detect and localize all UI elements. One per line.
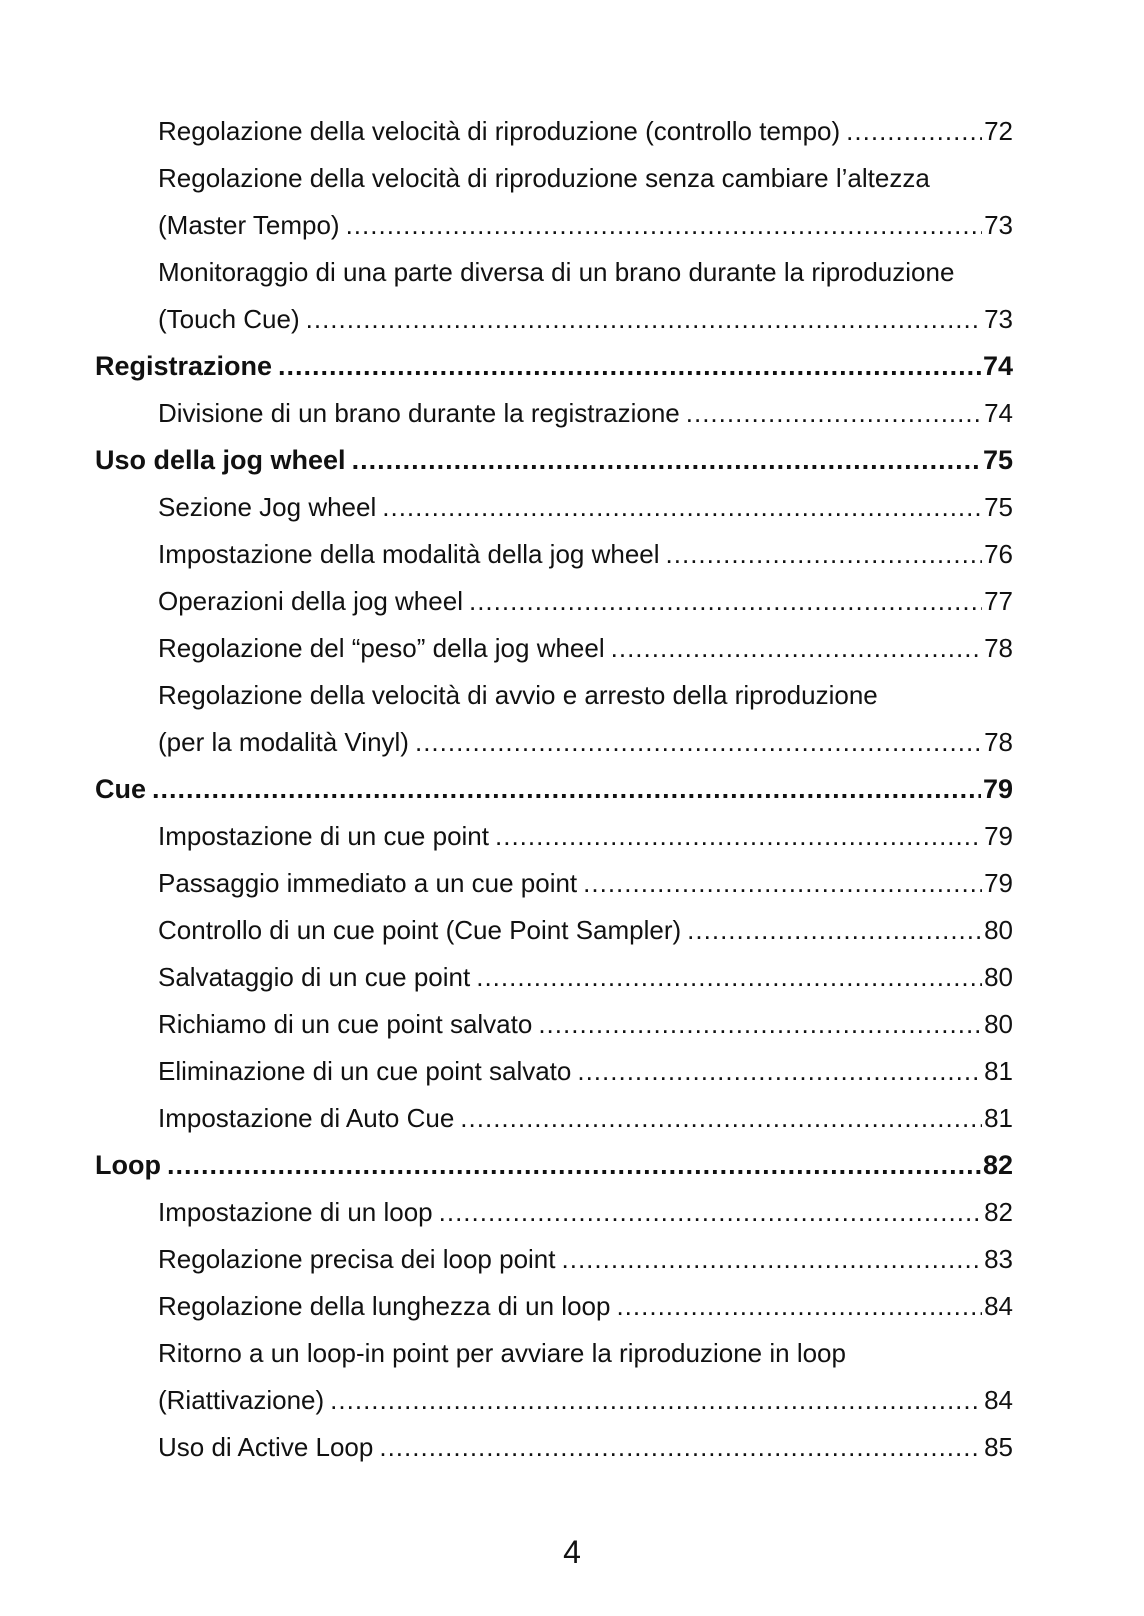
toc-entry[interactable] [95, 1377, 1013, 1424]
toc-entry[interactable] [95, 578, 1013, 625]
toc-leader-dots [476, 954, 982, 1001]
toc-entry[interactable] [95, 1424, 1013, 1471]
toc-page-number: 84 [984, 1385, 1013, 1415]
toc-entry-title: Regolazione della lunghezza di un loop [158, 1291, 611, 1321]
toc-entry-title: Impostazione di un cue point [158, 821, 489, 851]
toc-entry-title: Richiamo di un cue point salvato [158, 1009, 533, 1039]
toc-entry-title: Uso di Active Loop [158, 1432, 374, 1462]
toc-entry-title: Loop [95, 1150, 161, 1180]
toc-leader-dots [439, 1189, 982, 1236]
toc-entry[interactable] [95, 954, 1013, 1001]
toc-leader-dots [346, 202, 983, 249]
toc-entry[interactable] [95, 484, 1013, 531]
toc-page-number: 75 [982, 445, 1013, 475]
toc-entry-title: Impostazione di un loop [158, 1197, 433, 1227]
toc-entry-title: Sezione Jog wheel [158, 492, 377, 522]
toc-entry[interactable] [95, 249, 1013, 296]
toc-page-number: 82 [982, 1150, 1013, 1180]
toc-entry-title: Regolazione precisa dei loop point [158, 1244, 556, 1274]
toc-entry-title: Ritorno a un loop-in point per avviare la riproduzione in loop [158, 1338, 846, 1368]
toc-leader-dots [846, 108, 982, 155]
toc-entry-title: Salvataggio di un cue point [158, 962, 471, 992]
toc-entry[interactable] [95, 531, 1013, 578]
toc-entry-title: Impostazione di Auto Cue [158, 1103, 455, 1133]
toc-page-number: 79 [982, 774, 1013, 804]
toc-page-number: 83 [984, 1244, 1013, 1274]
toc-leader-dots [538, 1001, 982, 1048]
toc-entry[interactable] [95, 860, 1013, 907]
toc-page-number: 80 [984, 915, 1013, 945]
toc-leader-dots [666, 531, 983, 578]
toc-page-number: 82 [984, 1197, 1013, 1227]
toc-entry[interactable] [95, 672, 1013, 719]
toc-page-number: 74 [984, 398, 1013, 428]
toc-entry-title: Cue [95, 774, 147, 804]
toc-leader-dots [583, 860, 982, 907]
toc-section-entry[interactable] [95, 343, 1013, 390]
toc-page-number: 81 [984, 1056, 1013, 1086]
toc-entry[interactable] [95, 296, 1013, 343]
toc-leader-dots [382, 484, 982, 531]
toc-section-entry[interactable] [95, 766, 1013, 813]
toc-entry-title: Operazioni della jog wheel [158, 586, 463, 616]
toc-page-number: 80 [984, 962, 1013, 992]
toc-entry-title: (Touch Cue) [158, 304, 300, 334]
toc-entry-title: Regolazione della velocità di riproduzione senza cambiare l’altezza [158, 163, 930, 193]
toc-leader-dots [687, 907, 982, 954]
toc-entry[interactable] [95, 202, 1013, 249]
toc-entry-title: Regolazione del “peso” della jog wheel [158, 633, 605, 663]
toc-section-entry[interactable] [95, 1142, 1013, 1189]
toc-leader-dots [167, 1142, 981, 1189]
toc-entry[interactable] [95, 1330, 1013, 1377]
toc-leader-dots [469, 578, 982, 625]
toc-leader-dots [686, 390, 982, 437]
toc-leader-dots [379, 1424, 982, 1471]
table-of-contents [95, 108, 1013, 1471]
toc-page-number: 84 [984, 1291, 1013, 1321]
toc-leader-dots [306, 296, 982, 343]
toc-page-number: 72 [984, 116, 1013, 146]
page-number: 4 [563, 1534, 581, 1570]
toc-leader-dots [562, 1236, 983, 1283]
toc-page-number: 75 [984, 492, 1013, 522]
toc-entry-title: Impostazione della modalità della jog wheel [158, 539, 660, 569]
toc-entry-title: Regolazione della velocità di avvio e arresto della riproduzione [158, 680, 878, 710]
toc-entry[interactable] [95, 1048, 1013, 1095]
toc-entry-title: Divisione di un brano durante la registrazione [158, 398, 680, 428]
toc-page-number: 76 [984, 539, 1013, 569]
toc-section-entry[interactable] [95, 437, 1013, 484]
toc-entry[interactable] [95, 1095, 1013, 1142]
toc-entry[interactable] [95, 1189, 1013, 1236]
toc-leader-dots [495, 813, 982, 860]
toc-leader-dots [152, 766, 981, 813]
toc-entry-title: Uso della jog wheel [95, 445, 346, 475]
toc-leader-dots [460, 1095, 982, 1142]
toc-entry[interactable] [95, 108, 1013, 155]
toc-page-number: 77 [984, 586, 1013, 616]
toc-leader-dots [611, 625, 982, 672]
toc-entry-title: Regolazione della velocità di riproduzione (controllo tempo) [158, 116, 841, 146]
toc-leader-dots [352, 437, 981, 484]
toc-leader-dots [415, 719, 982, 766]
toc-entry-title: Monitoraggio di una parte diversa di un brano durante la riproduzione [158, 257, 955, 287]
toc-page-number: 78 [984, 727, 1013, 757]
toc-leader-dots [577, 1048, 982, 1095]
toc-page-number: 85 [984, 1432, 1013, 1462]
toc-entry[interactable] [95, 1001, 1013, 1048]
toc-entry[interactable] [95, 1236, 1013, 1283]
toc-page-number: 73 [984, 210, 1013, 240]
toc-entry-title: (Master Tempo) [158, 210, 340, 240]
toc-page-number: 81 [984, 1103, 1013, 1133]
toc-entry[interactable] [95, 907, 1013, 954]
toc-page-number: 73 [984, 304, 1013, 334]
toc-page-number: 74 [982, 351, 1013, 381]
toc-entry-title: Registrazione [95, 351, 273, 381]
toc-entry-title: Controllo di un cue point (Cue Point Sampler) [158, 915, 682, 945]
toc-page-number: 79 [984, 868, 1013, 898]
toc-entry-title: Passaggio immediato a un cue point [158, 868, 578, 898]
toc-entry[interactable] [95, 719, 1013, 766]
toc-entry-title: (per la modalità Vinyl) [158, 727, 409, 757]
toc-entry[interactable] [95, 390, 1013, 437]
toc-page-number: 78 [984, 633, 1013, 663]
toc-entry[interactable] [95, 625, 1013, 672]
toc-entry-title: Eliminazione di un cue point salvato [158, 1056, 572, 1086]
toc-page-number: 80 [984, 1009, 1013, 1039]
toc-entry[interactable] [95, 155, 1013, 202]
toc-entry-title: (Riattivazione) [158, 1385, 325, 1415]
toc-entry[interactable] [95, 813, 1013, 860]
toc-leader-dots [616, 1283, 982, 1330]
toc-page-number: 79 [984, 821, 1013, 851]
toc-leader-dots [278, 343, 981, 390]
toc-leader-dots [330, 1377, 982, 1424]
toc-entry[interactable] [95, 1283, 1013, 1330]
